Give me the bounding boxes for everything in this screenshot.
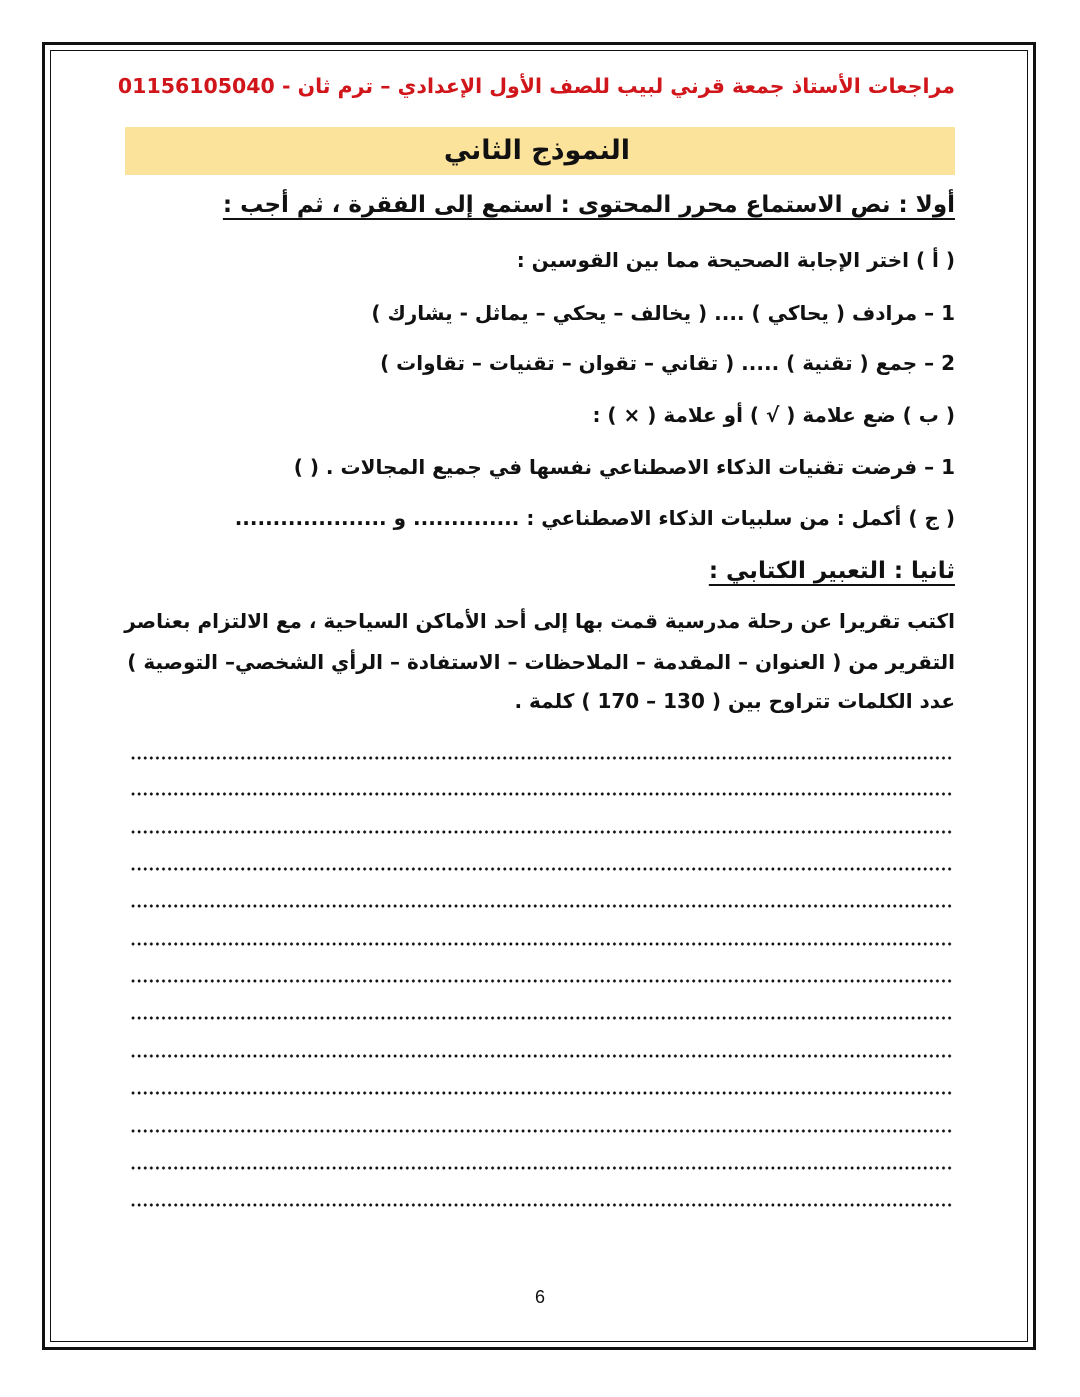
answer-line-12[interactable] [130,1166,952,1170]
answer-line-9[interactable] [130,1054,952,1058]
part-c-instruction: ( ج ) أكمل : من سلبيات الذكاء الاصطناعي : .............. و .................... [234,506,955,530]
part-a-question-2: 2 – جمع ( تقنية ) ..... ( تقاني – تقوان – تقنيات – تقاوات ) [380,351,955,375]
answer-line-11[interactable] [130,1129,952,1133]
answer-line-13[interactable] [130,1203,952,1207]
essay-prompt-line-3: عدد الكلمات تتراوح بين ( 130 – 170 ) كلمة . [514,689,955,713]
part-a-instruction: ( أ ) اختر الإجابة الصحيحة مما بين القوسين : [516,248,955,272]
essay-prompt-line-1: اكتب تقريرا عن رحلة مدرسية قمت بها إلى أحد الأماكن السياحية ، مع الالتزام بعناصر [124,609,955,633]
title-banner [125,127,955,175]
answer-line-3[interactable] [130,830,952,834]
answer-line-6[interactable] [130,942,952,946]
section1-heading: أولا : نص الاستماع محرر المحتوى : استمع إلى الفقرة ، ثم أجب : [222,192,955,218]
section2-heading: ثانيا : التعبير الكتابي : [708,558,955,584]
page-title: النموذج الثاني [443,135,630,166]
answer-line-5[interactable] [130,904,952,908]
part-b-instruction: ( ب ) ضع علامة ( √ ) أو علامة ( × ) : [592,403,955,427]
part-b-question-1: 1 – فرضت تقنيات الذكاء الاصطناعي نفسها في جميع المجالات . ( ) [293,455,955,479]
essay-prompt-line-2: التقرير من ( العنوان – المقدمة – الملاحظات – الاستفادة – الرأي الشخصي– التوصية ) [127,650,955,674]
answer-line-2[interactable] [130,792,952,796]
answer-line-7[interactable] [130,979,952,983]
page-number: 6 [534,1287,545,1307]
answer-line-4[interactable] [130,867,952,871]
answer-line-10[interactable] [130,1091,952,1095]
teacher-header: مراجعات الأستاذ جمعة قرني لبيب للصف الأول الإعدادي – ترم ثان - 01156105040 [117,74,955,98]
answer-line-8[interactable] [130,1016,952,1020]
answer-line-1[interactable] [130,756,952,760]
part-a-question-1: 1 – مرادف ( يحاكي ) .... ( يخالف – يحكي – يماثل - يشارك ) [371,301,955,325]
